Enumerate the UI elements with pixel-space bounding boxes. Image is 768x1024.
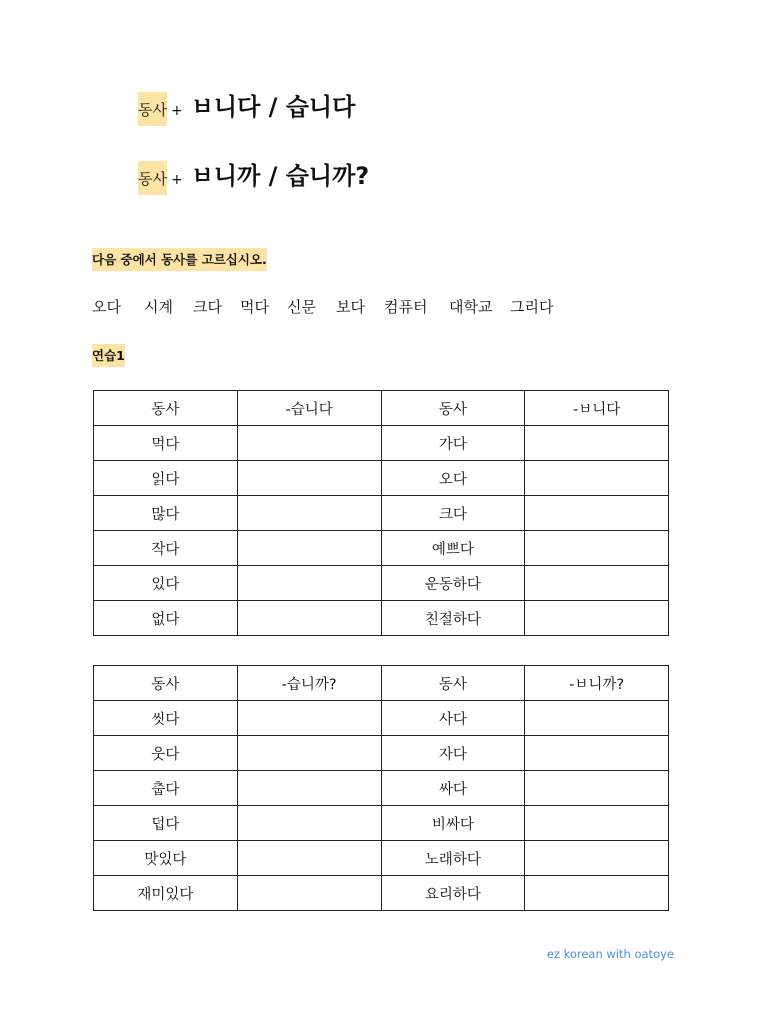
- table-row: [94, 701, 669, 736]
- word-item: 신문: [287, 298, 316, 316]
- header-cell: 동사: [94, 391, 238, 426]
- answer-cell[interactable]: [525, 531, 669, 566]
- verb-cell: 요리하다: [381, 876, 525, 911]
- grammar-rule-question: [138, 156, 369, 195]
- header-cell: -습니까?: [237, 666, 381, 701]
- table-row: [94, 531, 669, 566]
- plus-sign: +: [170, 103, 183, 119]
- table-row: [94, 496, 669, 531]
- word-item: 먹다: [240, 298, 269, 316]
- answer-cell[interactable]: [237, 601, 381, 636]
- header-cell: -ㅂ니까?: [525, 666, 669, 701]
- verb-cell: 있다: [94, 566, 238, 601]
- header-cell: 동사: [381, 666, 525, 701]
- answer-cell[interactable]: [237, 736, 381, 771]
- verb-tag: 동사: [138, 161, 167, 195]
- answer-cell[interactable]: [237, 496, 381, 531]
- verb-cell: 맛있다: [94, 841, 238, 876]
- word-item: 컴퓨터: [384, 298, 428, 316]
- verb-cell: 읽다: [94, 461, 238, 496]
- header-cell: -ㅂ니다: [525, 391, 669, 426]
- answer-cell[interactable]: [525, 426, 669, 461]
- answer-cell[interactable]: [237, 566, 381, 601]
- ending-form: ㅂ니다 / 습니다: [190, 93, 356, 121]
- verb-cell: 운동하다: [381, 566, 525, 601]
- table-row: [94, 736, 669, 771]
- verb-cell: 많다: [94, 496, 238, 531]
- verb-cell: 오다: [381, 461, 525, 496]
- answer-cell[interactable]: [525, 461, 669, 496]
- verb-cell: 재미있다: [94, 876, 238, 911]
- ending-form: ㅂ니까 / 습니까?: [190, 162, 370, 190]
- header-cell: 동사: [381, 391, 525, 426]
- word-item: 보다: [336, 298, 365, 316]
- table-header-row: [94, 666, 669, 701]
- plus-sign: +: [170, 172, 183, 188]
- answer-cell[interactable]: [525, 841, 669, 876]
- verb-cell: 씻다: [94, 701, 238, 736]
- answer-cell[interactable]: [237, 701, 381, 736]
- verb-tag: 동사: [138, 92, 167, 126]
- verb-cell: 노래하다: [381, 841, 525, 876]
- answer-cell[interactable]: [525, 736, 669, 771]
- table-header-row: [94, 391, 669, 426]
- verb-cell: 자다: [381, 736, 525, 771]
- verb-cell: 없다: [94, 601, 238, 636]
- verb-cell: 춥다: [94, 771, 238, 806]
- verb-cell: 비싸다: [381, 806, 525, 841]
- verb-cell: 웃다: [94, 736, 238, 771]
- answer-cell[interactable]: [525, 601, 669, 636]
- table-row: [94, 566, 669, 601]
- verb-cell: 싸다: [381, 771, 525, 806]
- table-row: [94, 876, 669, 911]
- answer-cell[interactable]: [237, 461, 381, 496]
- answer-cell[interactable]: [525, 566, 669, 601]
- table-row: [94, 771, 669, 806]
- answer-cell[interactable]: [525, 806, 669, 841]
- word-item: 그리다: [510, 298, 554, 316]
- word-item: 시계: [144, 298, 173, 316]
- answer-cell[interactable]: [525, 496, 669, 531]
- table-row: [94, 426, 669, 461]
- verb-cell: 친절하다: [381, 601, 525, 636]
- answer-cell[interactable]: [237, 771, 381, 806]
- grammar-rule-statement: [138, 87, 355, 126]
- answer-cell[interactable]: [237, 841, 381, 876]
- answer-cell[interactable]: [237, 426, 381, 461]
- verb-cell: 작다: [94, 531, 238, 566]
- answer-cell[interactable]: [525, 701, 669, 736]
- exercise-table-question: [93, 665, 669, 911]
- table-row: [94, 806, 669, 841]
- word-item: 오다: [92, 298, 121, 316]
- answer-cell[interactable]: [237, 806, 381, 841]
- table-row: [94, 461, 669, 496]
- answer-cell[interactable]: [525, 876, 669, 911]
- verb-cell: 덥다: [94, 806, 238, 841]
- answer-cell[interactable]: [525, 771, 669, 806]
- instruction-text: 다음 중에서 동사를 고르십시오.: [92, 248, 267, 271]
- answer-cell[interactable]: [237, 531, 381, 566]
- exercise-table-statement: [93, 390, 669, 636]
- verb-cell: 먹다: [94, 426, 238, 461]
- verb-cell: 예쁘다: [381, 531, 525, 566]
- word-item: 크다: [193, 298, 222, 316]
- table-row: [94, 841, 669, 876]
- header-cell: -습니다: [237, 391, 381, 426]
- verb-cell: 크다: [381, 496, 525, 531]
- word-item: 대학교: [449, 298, 493, 316]
- verb-cell: 가다: [381, 426, 525, 461]
- table-row: [94, 601, 669, 636]
- header-cell: 동사: [94, 666, 238, 701]
- practice-label: 연습1: [92, 344, 125, 367]
- verb-cell: 사다: [381, 701, 525, 736]
- answer-cell[interactable]: [237, 876, 381, 911]
- footer-credit: ez korean with oatoye: [546, 947, 674, 961]
